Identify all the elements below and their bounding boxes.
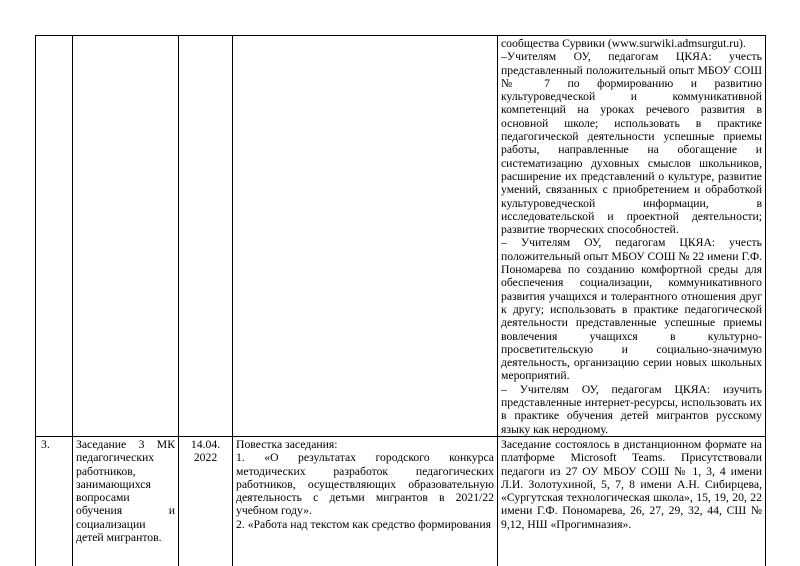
- cell-date: [179, 436, 233, 566]
- cell-agenda: [233, 436, 498, 566]
- agenda-heading: Повестка заседания:: [236, 437, 338, 451]
- resolution-paragraph: – Учителям ОУ, педагогам ЦКЯА: учесть положительный опыт МБОУ СОШ № 22 имени Г.Ф. Пономарева по созданию комфортной среды для обеспечения социализации, коммуникативного развития учащихся и толерантного отношения друг к другу; использовать в практике педагогической деятельности представленные успешные приемы вовлечения учащихся в культурно-просветительскую и социально-значимую деятельность, организацию серии новых школьных мероприятий.: [501, 236, 762, 383]
- cell-committee: [73, 436, 179, 566]
- date-line: 14.04.: [190, 437, 221, 451]
- cell-resolutions: [498, 36, 766, 437]
- protocol-table: [35, 35, 766, 566]
- cell-agenda-empty: [233, 36, 498, 437]
- cell-committee-empty: [73, 36, 179, 437]
- result-text: Заседание состоялось в дистанционном формате на платформе Microsoft Teams. Присутствовали педагоги из 27 ОУ МБОУ СОШ № 1, 3, 4 имени Л.И. Золотухиной, 5, 7, 8 имени А.Н. Сибирцева, «Сургутская технологическая школа», 15, 19, 20, 22 имени Г.Ф. Пономарева, 26, 27, 29, 32, 44, СШ № 9,12, НШ «Прогимназия».: [501, 437, 762, 531]
- cell-result: [498, 436, 766, 566]
- date-line: 2022: [193, 451, 218, 465]
- committee-text: Заседание 3 МК педагогических работников, занимающихся вопросами обучения и социализации детей мигрантов.: [76, 437, 175, 544]
- resolution-paragraph: –Учителям ОУ, педагогам ЦКЯА: учесть представленный положительный опыт МБОУ СОШ № 7 по формированию и развитию культуроведческой и коммуникативной компетенций на уроках речевого развития в основной школе; использовать в практике педагогической деятельности успешные приемы работы, направленные на обогащение и систематизацию духовных смыслов школьников, расширение их представлений о культуре, развитие умений, связанных с приобретением и обработкой культуроведческой информации, в исследовательской и проектной деятельности; развитие творческих способностей.: [501, 50, 762, 237]
- cell-row-number: 3.: [36, 436, 73, 566]
- resolution-paragraph: сообщества Сурвики (www.surwiki.admsurgut.ru).: [501, 37, 746, 50]
- resolution-paragraph: – Учителям ОУ, педагогам ЦКЯА: изучить представленные интернет-ресурсы, использовать их в практике обучения детей мигрантов русскому языку как неродному.: [501, 382, 762, 436]
- cell-date-empty: [179, 36, 233, 437]
- row-meeting-3: [36, 436, 766, 566]
- agenda-item: 2. «Работа над текстом как средство формирования: [236, 517, 491, 531]
- row-continuation: [36, 36, 766, 437]
- cell-number-empty: [36, 36, 73, 437]
- agenda-item: 1. «О результатах городского конкурса методических разработок педагогических работников, осуществляющих образовательную деятельность с детьми мигрантов в 2021/22 учебном году».: [236, 451, 494, 518]
